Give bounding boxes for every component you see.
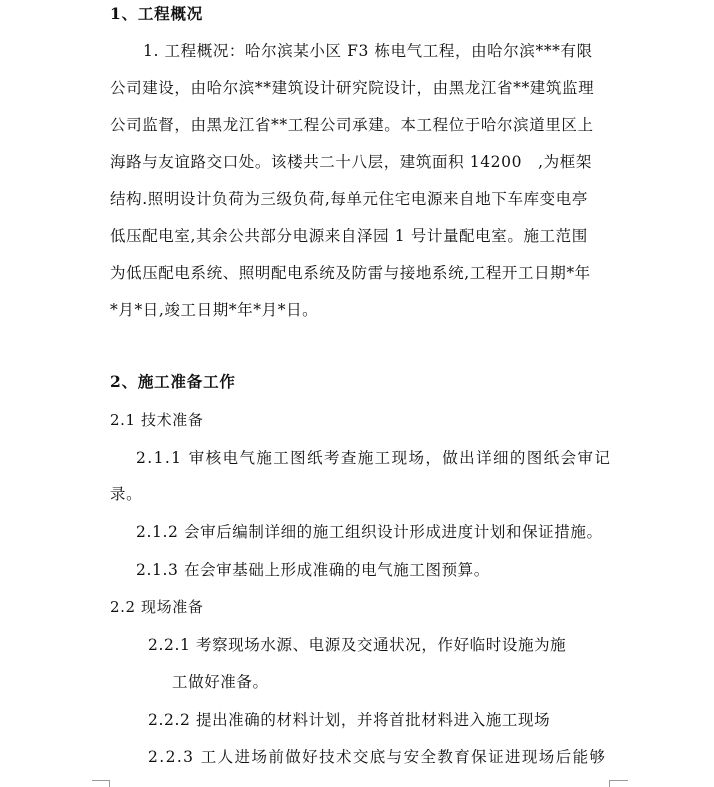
paragraph-line: 结构.照明设计负荷为三级负荷,每单元住宅电源来自地下车库变电亭 [110, 190, 588, 208]
list-item: 2.2.1 考察现场水源、电源及交通状况，作好临时设施为施 [148, 636, 567, 654]
list-item: 2.1.3 在会审基础上形成准确的电气施工图预算。 [136, 561, 490, 579]
list-item: 工做好准备。 [172, 673, 269, 691]
list-item: 2.2.2 提出准确的材料计划，并将首批材料进入施工现场 [148, 711, 551, 729]
section-1-heading: 1、工程概况 [110, 4, 204, 23]
page-corner-mark-left-vertical [109, 780, 110, 787]
list-item: 2.1.1 审核电气施工图纸考查施工现场，做出详细的图纸会审记 [136, 449, 612, 467]
paragraph-line: 为低压配电系统、照明配电系统及防雷与接地系统,工程开工日期*年 [110, 264, 591, 282]
section-2-heading: 2、施工准备工作 [110, 372, 236, 391]
paragraph-line: 海路与友谊路交口处。该楼共二十八层，建筑面积 14200 ,为框架 [110, 153, 592, 171]
list-item: 录。 [110, 485, 143, 503]
page-corner-mark-left [92, 780, 110, 781]
paragraph-line: 低压配电室,其余公共部分电源来自泽园 1 号计量配电室。施工范围 [110, 227, 588, 245]
list-item: 2.1.2 会审后编制详细的施工组织设计形成进度计划和保证措施。 [136, 523, 603, 541]
paragraph-line: 公司监督，由黑龙江省**工程公司承建。本工程位于哈尔滨道里区上 [110, 116, 594, 134]
paragraph-line: 公司建设，由哈尔滨**建筑设计研究院设计，由黑龙江省**建筑监理 [110, 79, 595, 97]
subsection-2-1-title: 2.1 技术准备 [110, 411, 204, 429]
paragraph-line: *月*日,竣工日期*年*月*日。 [110, 301, 319, 319]
page-corner-mark-right-vertical [609, 780, 610, 787]
list-item: 2.2.3 工人进场前做好技术交底与安全教育保证进现场后能够 [148, 748, 607, 766]
subsection-2-2-title: 2.2 现场准备 [110, 598, 204, 616]
paragraph-line: 1. 工程概况：哈尔滨某小区 F3 栋电气工程，由哈尔滨***有限 [143, 42, 593, 60]
page-corner-mark-right [610, 780, 628, 781]
